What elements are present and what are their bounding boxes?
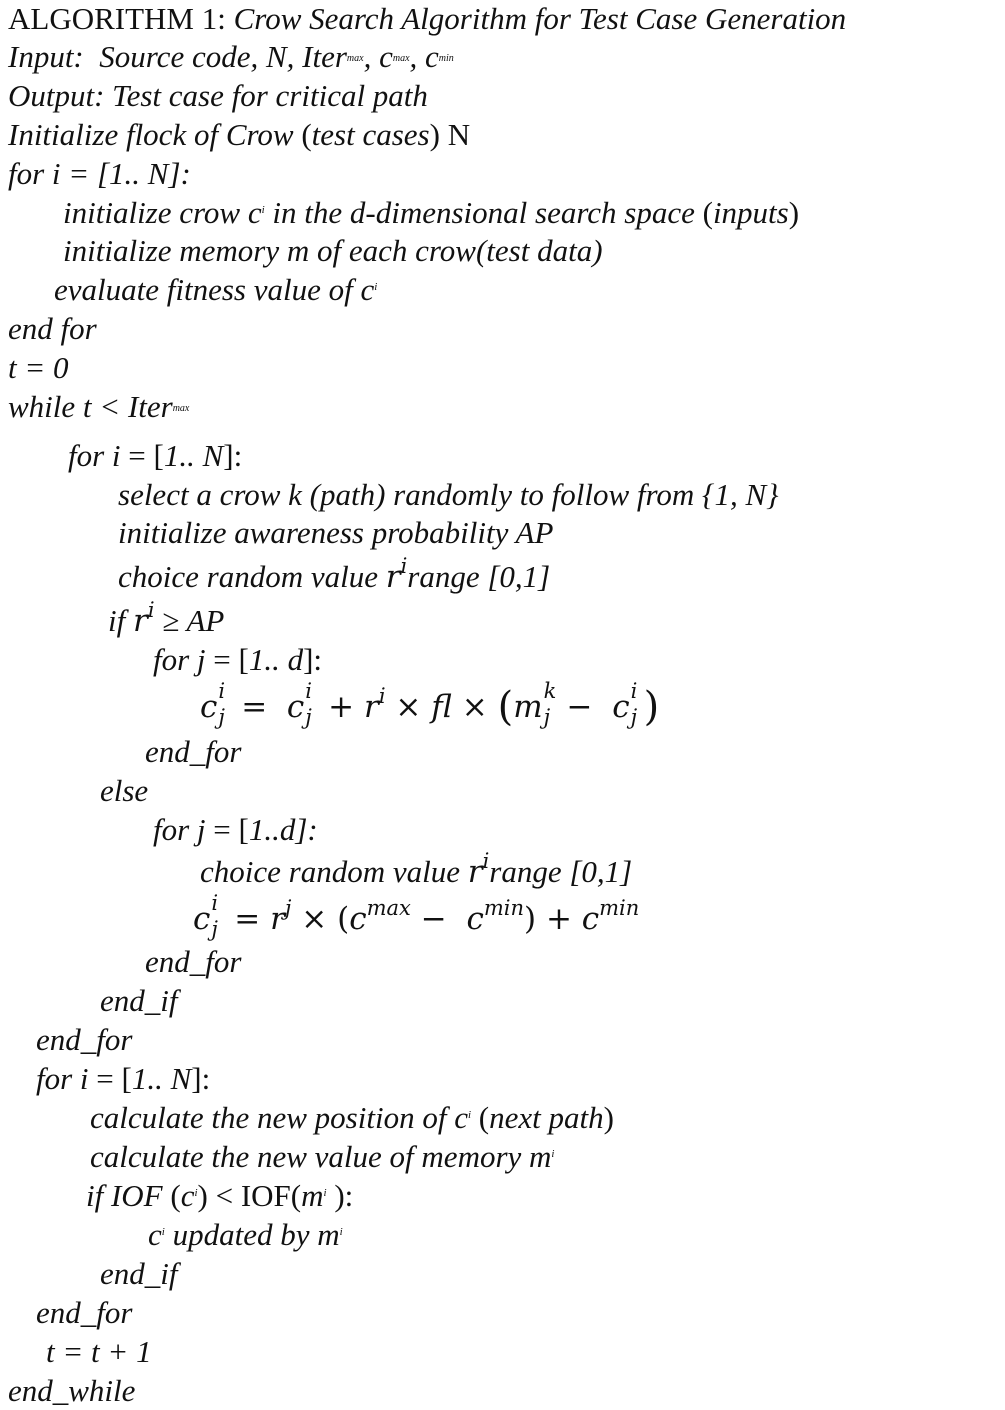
input-line: Input: Source code, N, Itermax, cmax, cmin <box>8 39 454 74</box>
choice-random-line-2: choice random value $r^irange$ [0,1] <box>200 849 633 890</box>
for-loop-3: for i = [1.. N]: <box>36 1061 211 1096</box>
awareness-line: initialize awareness probability AP <box>118 515 554 550</box>
init-memory-line: initialize memory m of each crow(test data) <box>63 233 603 268</box>
choice-random-line-1: choice random value $r^irange$ [0,1] <box>118 554 551 595</box>
iof-condition-line: if IOF $(c^i) < IOF(m^i$ ): <box>86 1178 354 1213</box>
for-j-loop-1: for j = [1.. d]: <box>153 642 323 677</box>
r-i-symbol-3: $r^i$ <box>467 849 490 890</box>
end-while: end_while <box>8 1373 136 1408</box>
select-crow-line: select a crow k (path) randomly to follow from {1, N} <box>118 477 779 512</box>
end-for-2: end_for <box>36 1022 133 1057</box>
update-crow-line: $c^i$ updated by $m^i$ <box>148 1217 343 1252</box>
end-for-j-1: end_for <box>145 734 242 769</box>
update-equation-2: c i j = $r^j \times (c^{max} - c^{min}) + c^{min}$ <box>193 891 640 941</box>
end-if-2: end_if <box>100 1256 178 1291</box>
for-loop-1: for i = [1.. N]: <box>8 156 191 191</box>
t-increment-line: t = t + 1 <box>46 1334 152 1369</box>
end-for-1: end for <box>8 311 97 346</box>
r-i-symbol: $r^i$ <box>385 554 408 595</box>
calc-position-line: calculate the new position of $c^i$ (next path) <box>90 1100 614 1135</box>
algorithm-label: ALGORITHM 1: <box>8 1 226 36</box>
end-for-3: end_for <box>36 1295 133 1330</box>
t-init-line: t = 0 <box>8 350 69 385</box>
end-for-j-2: end_for <box>145 944 242 979</box>
else-line: else <box>100 773 149 808</box>
r-i-symbol-2: $r^i$ <box>132 598 155 639</box>
while-line: while t < Itermax <box>8 389 190 424</box>
init-flock-line: Initialize flock of Crow (test cases) N <box>8 117 471 152</box>
if-condition-line: if $r^i$ ≥ AP <box>108 598 225 639</box>
for-j-loop-2: for j = [1..d]: <box>153 812 318 847</box>
algorithm-header <box>8 0 846 38</box>
update-equation-1: c i j = c i j + $r^i$ × fl × (m k j − c i j ) <box>200 679 660 730</box>
for-loop-2: for i = [1.. N]: <box>68 438 243 473</box>
calc-memory-line: calculate the new value of memory $m^i$ <box>90 1139 555 1174</box>
evaluate-fitness-line: evaluate fitness value of $c^i$ <box>54 272 378 307</box>
end-if-1: end_if <box>100 983 178 1018</box>
output-line: Output: Test case for critical path <box>8 78 428 113</box>
algorithm-title: Crow Search Algorithm for Test Case Generation <box>233 1 847 36</box>
init-crow-line: initialize crow $c^i$ in the d-dimensional search space (inputs) <box>63 195 800 230</box>
